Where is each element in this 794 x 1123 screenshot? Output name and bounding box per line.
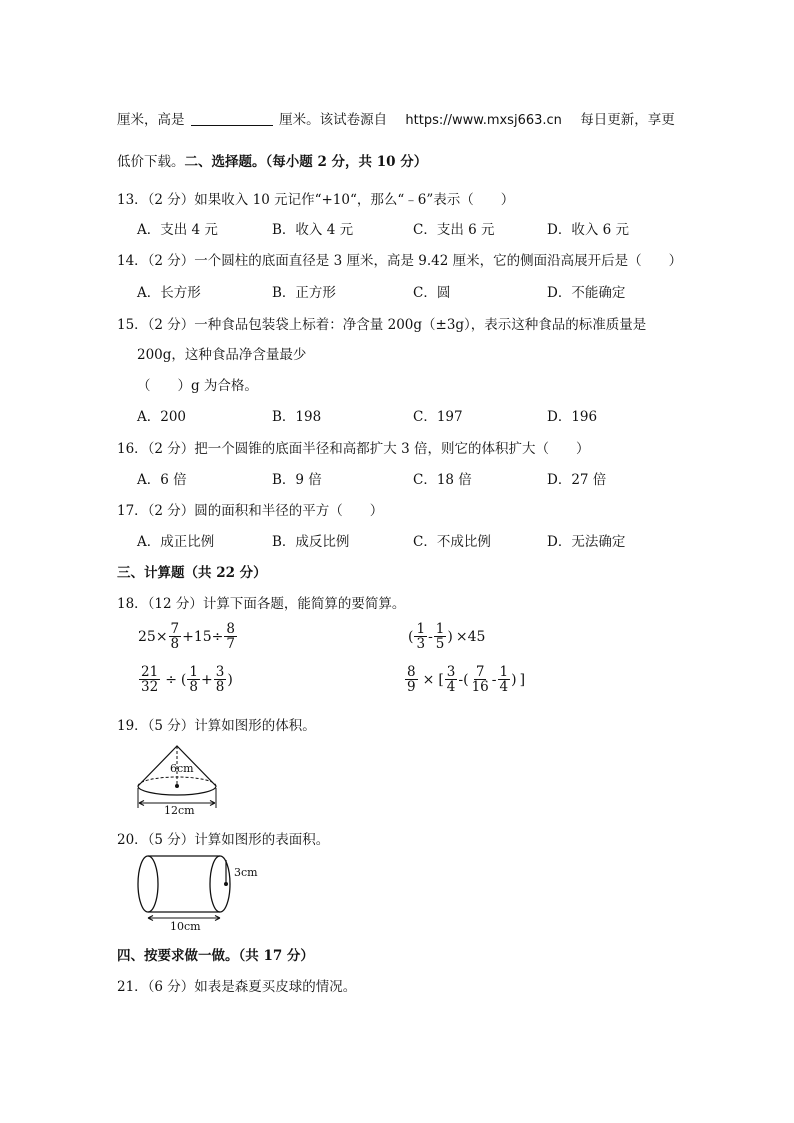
q15-option-c[interactable]: C．197: [413, 409, 463, 425]
fraction: [187, 665, 200, 694]
denominator: 32: [141, 679, 159, 696]
paren-open: (: [463, 671, 469, 688]
fraction: [434, 622, 447, 651]
minus-sign: -: [491, 671, 497, 688]
bracket-open: [: [438, 671, 444, 688]
question-17-stem: 17．（2 分）圆的面积和半径的平方（ ）: [117, 503, 384, 519]
denominator: 7: [226, 636, 236, 653]
fraction: [224, 622, 237, 651]
numerator: 7: [170, 621, 180, 637]
section-4-title: 四、按要求做一做。（共 17 分）: [117, 948, 314, 964]
numerator: 3: [215, 664, 225, 680]
expression-4: [404, 665, 525, 694]
question-15-stem: 15．（2 分）一种食品包装袋上标着：净含量 200g（±3g），表示这种食品的标准质量是: [117, 317, 647, 333]
question-14-stem: 14．（2 分）一个圆柱的底面直径是 3 厘米，高是 9.42 厘米，它的侧面沿高展开后是（ ）: [117, 253, 683, 269]
q16-option-b[interactable]: B．9 倍: [272, 472, 322, 488]
paren-close: ): [511, 671, 517, 688]
expression-1: [138, 622, 238, 651]
paren-open: (: [180, 671, 187, 688]
q16-option-c[interactable]: C．18 倍: [413, 472, 472, 488]
numerator: 8: [226, 621, 236, 637]
paren-open: (: [408, 628, 414, 645]
question-21-stem: 21．（6 分）如表是森夏买皮球的情况。: [117, 979, 357, 995]
q16-option-d[interactable]: D．27 倍: [547, 472, 607, 488]
fraction: [445, 665, 458, 694]
fraction: [214, 665, 227, 694]
denominator: 5: [435, 636, 445, 653]
denominator: 4: [446, 679, 456, 696]
q14-option-a[interactable]: A．长方形: [137, 285, 201, 301]
q13-option-a[interactable]: A．支出 4 元: [137, 222, 218, 238]
q15-option-b[interactable]: B．198: [272, 409, 322, 425]
q14-option-c[interactable]: C．圆: [413, 285, 451, 301]
fraction: [139, 665, 160, 694]
cylinder-figure: [130, 852, 270, 932]
expr1-part-b: +15÷: [182, 628, 224, 645]
q13-option-c[interactable]: C．支出 6 元: [413, 222, 495, 238]
fraction: [470, 665, 491, 694]
q17-option-a[interactable]: A．成正比例: [137, 534, 215, 550]
denominator: 9: [407, 679, 416, 696]
section-2-title: 二、选择题。（每小题 2 分，共 10 分）: [184, 154, 428, 170]
q17-option-c[interactable]: C．不成比例: [413, 534, 491, 550]
cylinder-length-label: 10cm: [170, 920, 201, 932]
fraction: [414, 622, 427, 651]
bracket-close: ]: [519, 671, 526, 688]
q15-option-d[interactable]: D．196: [547, 409, 598, 425]
fraction: [405, 665, 418, 694]
numerator: 3: [446, 664, 456, 680]
q16-option-a[interactable]: A．6 倍: [137, 472, 187, 488]
header-line-2: [117, 150, 427, 170]
denominator: 8: [170, 636, 180, 653]
numerator: 1: [189, 664, 198, 680]
question-15-stem-2: 200g，这种食品净含量最少: [137, 347, 307, 363]
cone-figure: [130, 740, 230, 815]
fraction: [169, 622, 182, 651]
source-url[interactable]: https://www.mxsj663.cn: [405, 113, 562, 128]
fraction: [498, 665, 511, 694]
question-20-stem: 20．（5 分）计算如图形的表面积。: [117, 832, 330, 848]
question-15-stem-3: （ ）g 为合格。: [137, 378, 258, 394]
expression-3: [138, 665, 233, 694]
minus-sign: -: [428, 628, 433, 645]
header-line-1: [117, 108, 675, 128]
expression-2: [408, 622, 485, 651]
section-3-title: 三、计算题（共 22 分）: [117, 565, 267, 581]
expr2-tail: ×45: [455, 628, 486, 645]
question-13-stem: 13．（2 分）如果收入 10 元记作“+10“，那么“﹣6”表示（ ）: [117, 192, 515, 208]
numerator: 1: [499, 664, 509, 680]
cone-diameter-label: 12cm: [164, 804, 195, 815]
header-text-c: 每日更新，享更: [580, 112, 675, 128]
denominator: 16: [471, 679, 489, 696]
cylinder-radius-label: 3cm: [234, 866, 258, 879]
numerator: 21: [141, 664, 159, 680]
denominator: 8: [215, 679, 225, 696]
header-text-b: 厘米。该试卷源自: [279, 112, 388, 128]
denominator: 4: [499, 679, 509, 696]
q13-option-b[interactable]: B．收入 4 元: [272, 222, 354, 238]
header-text-d: 低价下载。: [117, 154, 185, 170]
expr1-part-a: 25×: [138, 628, 168, 645]
numerator: 1: [416, 621, 426, 637]
minus-sign: -: [458, 671, 464, 688]
numerator: 1: [435, 621, 445, 637]
plus-sign: +: [200, 671, 213, 688]
q14-option-b[interactable]: B．正方形: [272, 285, 336, 301]
question-16-stem: 16．（2 分）把一个圆锥的底面半径和高都扩大 3 倍，则它的体积扩大（ ）: [117, 441, 590, 457]
numerator: 7: [475, 664, 485, 680]
q15-option-a[interactable]: A．200: [137, 409, 187, 425]
cone-height-label: 6cm: [170, 762, 194, 775]
divide-sign: ÷: [165, 671, 177, 688]
q17-option-d[interactable]: D．无法确定: [547, 534, 626, 550]
q13-option-d[interactable]: D．收入 6 元: [547, 222, 629, 238]
q14-option-d[interactable]: D．不能确定: [547, 285, 626, 301]
denominator: 8: [189, 679, 198, 696]
question-18-stem: 18．（12 分）计算下面各题，能简算的要简算。: [117, 596, 406, 612]
answer-blank[interactable]: [191, 111, 273, 126]
paren-close: ): [447, 628, 453, 645]
times-sign: ×: [422, 671, 435, 688]
header-text-a: 厘米，高是: [117, 112, 185, 128]
denominator: 3: [416, 636, 426, 653]
question-19-stem: 19．（5 分）计算如图形的体积。: [117, 718, 316, 734]
q17-option-b[interactable]: B．成反比例: [272, 534, 350, 550]
paren-close: ): [227, 671, 233, 688]
numerator: 8: [407, 664, 416, 680]
